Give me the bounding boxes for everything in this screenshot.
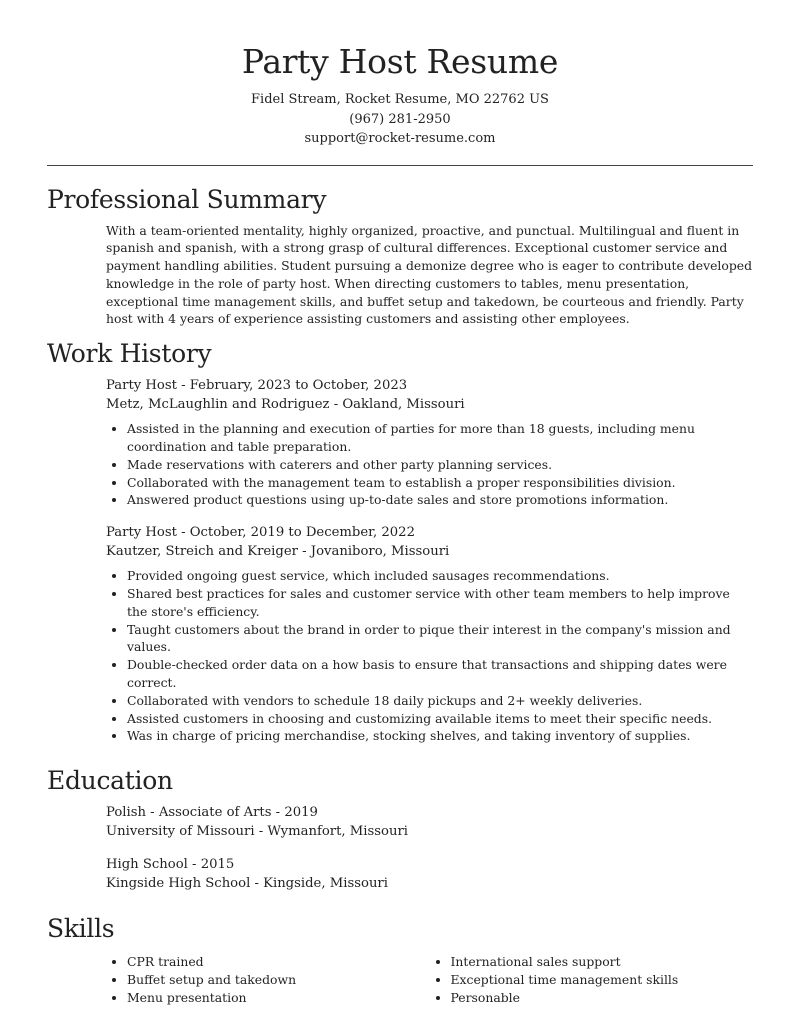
skills-column-left [106, 953, 430, 1006]
skill-item: • Personable [451, 989, 754, 1007]
divider [47, 165, 753, 166]
education-heading: Education [47, 766, 173, 796]
job-entry [106, 376, 753, 509]
skills-list [106, 951, 753, 1006]
skill-item: • Menu presentation [127, 989, 430, 1007]
job-title: Party Host - October, 2019 to December, 2022 [106, 525, 415, 541]
education-list [106, 803, 753, 893]
list-item: • Answered product questions using up-to-date sales and store promotions information. [127, 491, 753, 509]
job-bullets [106, 567, 753, 745]
degree: High School - 2015 [106, 857, 235, 873]
skills-heading: Skills [47, 914, 115, 944]
job-company: Metz, McLaughlin and Rodriguez - Oakland, Missouri [106, 397, 465, 413]
list-item: • Taught customers about the brand in order to pique their interest in the company's mission and values. [127, 621, 753, 657]
contact-info [47, 90, 753, 149]
email: support@rocket-resume.com [304, 131, 496, 146]
list-item: • Collaborated with vendors to schedule 18 daily pickups and 2+ weekly deliveries. [127, 692, 753, 710]
job-entry [106, 523, 753, 745]
skill-item: • Exceptional time management skills [451, 971, 754, 989]
list-item: • Collaborated with the management team to establish a proper responsibilities division. [127, 474, 753, 492]
job-bullets [106, 420, 753, 509]
skill-item: • International sales support [451, 953, 754, 971]
job-company: Kautzer, Streich and Kreiger - Jovaniboro, Missouri [106, 544, 450, 560]
list-item: • Double-checked order data on a how basis to ensure that transactions and shipping dates were correct. [127, 656, 753, 692]
school: Kingside High School - Kingside, Missouri [106, 876, 388, 892]
page-title: Party Host Resume [241, 42, 559, 81]
summary-heading: Professional Summary [47, 184, 327, 214]
education-entry [106, 855, 753, 893]
list-item: • Assisted customers in choosing and customizing available items to meet their specific needs. [127, 710, 753, 728]
summary-text: With a team-oriented mentality, highly organized, proactive, and punctual. Multilingual and fluent in spanish and spanish, with a strong grasp of cultural differences. Exceptional customer service and payment handling abilities. Student pursuing a demonize degree who is eager to contribute developed knowledge in the role of party host. When directing customers to tables, menu presentation, exceptional time management skills, and buffet setup and takedown, be courteous and friendly. Party host with 4 years of experience assisting customers and assisting other employees. [106, 222, 753, 327]
list-item: • Was in charge of pricing merchandise, stocking shelves, and taking inventory of supplies. [127, 727, 753, 745]
list-item: • Assisted in the planning and execution of parties for more than 18 guests, including menu coordination and table preparation. [127, 420, 753, 456]
school: University of Missouri - Wymanfort, Missouri [106, 824, 408, 840]
list-item: • Provided ongoing guest service, which included sausages recommendations. [127, 567, 753, 585]
list-item: • Made reservations with caterers and other party planning services. [127, 456, 753, 474]
education-entry [106, 803, 753, 841]
work-history [106, 376, 753, 745]
list-item: • Shared best practices for sales and customer service with other team members to help improve the store's efficiency. [127, 585, 753, 621]
address: Fidel Stream, Rocket Resume, MO 22762 US [251, 92, 549, 107]
job-title: Party Host - February, 2023 to October, 2023 [106, 378, 408, 394]
work-heading: Work History [47, 339, 212, 369]
skill-item: • Buffet setup and takedown [127, 971, 430, 989]
skills-column-right [430, 953, 754, 1006]
skill-item: • CPR trained [127, 953, 430, 971]
phone: (967) 281-2950 [349, 111, 451, 127]
degree: Polish - Associate of Arts - 2019 [106, 805, 318, 821]
